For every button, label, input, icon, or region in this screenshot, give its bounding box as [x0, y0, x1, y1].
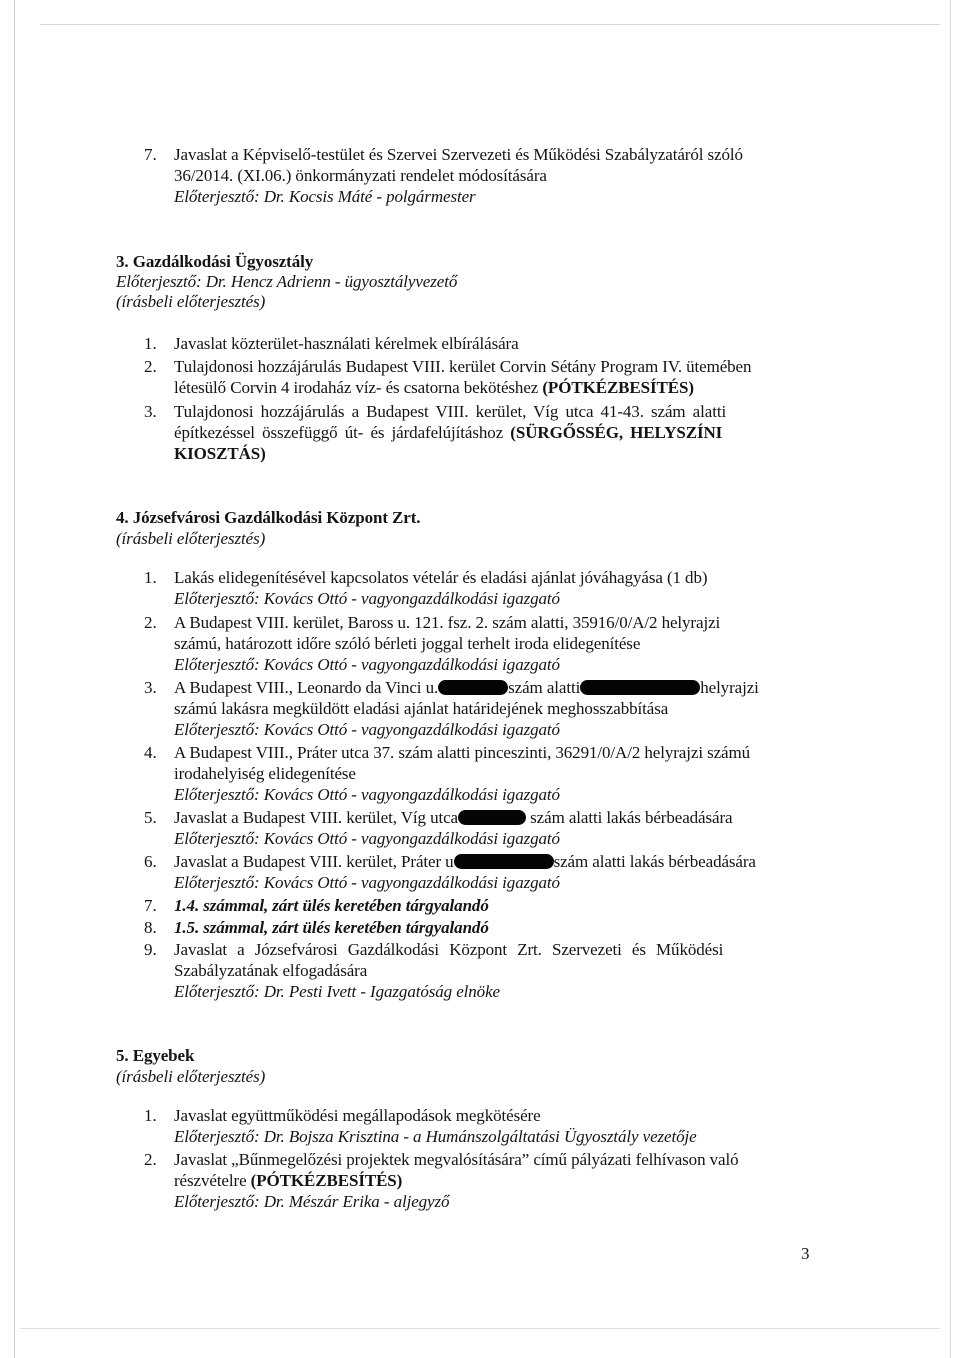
- item-number: 7.: [144, 896, 157, 915]
- page-number: 3: [801, 1244, 810, 1263]
- item-number: 1.: [144, 1106, 157, 1125]
- item-presenter: Előterjesztő: Kovács Ottó - vagyongazdálkodási igazgató: [174, 589, 560, 608]
- item-number: 8.: [144, 918, 157, 937]
- item-number: 6.: [144, 852, 157, 871]
- item-text: A Budapest VIII. kerület, Baross u. 121. fsz. 2. szám alatti, 35916/0/A/2 helyrajzi: [174, 613, 721, 632]
- item-text: Javaslat közterület-használati kérelmek elbírálására: [174, 334, 519, 353]
- item-text-emphasis: (PÓTKÉZBESÍTÉS): [542, 378, 694, 397]
- redaction-block: [458, 810, 526, 825]
- item-number: 3.: [144, 678, 157, 697]
- item-text: A Budapest VIII., Leonardo da Vinci u. szám alatti helyrajzi: [174, 678, 759, 697]
- section-heading: 3. Gazdálkodási Ügyosztály: [116, 252, 314, 271]
- item-number: 3.: [144, 402, 157, 421]
- item-text: Szabályzatának elfogadására: [174, 961, 368, 980]
- section-note: (írásbeli előterjesztés): [116, 529, 266, 548]
- item-number: 7.: [144, 145, 157, 164]
- item-text: Javaslat a Képviselő-testület és Szervei Szervezeti és Működési Szabályzatáról szóló: [174, 145, 743, 164]
- item-text: Lakás elidegenítésével kapcsolatos vételár és eladási ajánlat jóváhagyása (1 db): [174, 568, 708, 587]
- item-number: 4.: [144, 743, 157, 762]
- item-text: Javaslat a Budapest VIII. kerület, Práter u szám alatti lakás bérbeadására: [174, 852, 756, 871]
- item-text: irodahelyiség elidegenítése: [174, 764, 356, 783]
- item-text-emphasis: KIOSZTÁS): [174, 444, 266, 463]
- item-number: 5.: [144, 808, 157, 827]
- section-note: (írásbeli előterjesztés): [116, 1067, 266, 1086]
- redaction-block: [580, 680, 700, 695]
- item-text: A Budapest VIII., Práter utca 37. szám alatti pinceszinti, 36291/0/A/2 helyrajzi számú: [174, 743, 751, 762]
- scan-edge-left: [14, 0, 15, 1358]
- item-presenter: Előterjesztő: Kovács Ottó - vagyongazdálkodási igazgató: [174, 655, 560, 674]
- item-text: építkezéssel összefüggő út- és járdafelújításhoz (SÜRGŐSSÉG, HELYSZÍNI: [174, 423, 723, 442]
- item-text: Javaslat a Józsefvárosi Gazdálkodási Központ Zrt. Szervezeti és Működési: [174, 940, 724, 959]
- item-number: 9.: [144, 940, 157, 959]
- item-text: számú lakásra megküldött eladási ajánlat határidejének meghosszabbítása: [174, 699, 669, 718]
- item-text: Javaslat a Budapest VIII. kerület, Víg utca szám alatti lakás bérbeadására: [174, 808, 733, 827]
- item-text: részvételre (PÓTKÉZBESÍTÉS): [174, 1171, 403, 1190]
- section-heading: 5. Egyebek: [116, 1046, 195, 1065]
- item-presenter: Előterjesztő: Kovács Ottó - vagyongazdálkodási igazgató: [174, 829, 560, 848]
- item-presenter: Előterjesztő: Dr. Bojsza Krisztina - a Humánszolgáltatási Ügyosztály vezetője: [174, 1127, 697, 1146]
- item-text-closed: 1.5. számmal, zárt ülés keretében tárgyalandó: [174, 918, 489, 937]
- item-text: Javaslat „Bűnmegelőzési projektek megvalósítására” című pályázati felhívason való: [174, 1150, 739, 1169]
- item-text: Tulajdonosi hozzájárulás a Budapest VIII. kerület, Víg utca 41-43. szám alatti: [174, 402, 727, 421]
- item-text: 36/2014. (XI.06.) önkormányzati rendelet módosítására: [174, 166, 547, 185]
- scan-edge-right: [950, 0, 951, 1358]
- item-presenter: Előterjesztő: Kovács Ottó - vagyongazdálkodási igazgató: [174, 720, 560, 739]
- item-text: számú, határozott időre szóló bérleti joggal terhelt iroda elidegenítése: [174, 634, 641, 653]
- item-presenter: Előterjesztő: Dr. Pesti Ivett - Igazgatóság elnöke: [174, 982, 500, 1001]
- item-text: Javaslat együttműködési megállapodások megkötésére: [174, 1106, 541, 1125]
- item-number: 2.: [144, 613, 157, 632]
- item-text: létesülő Corvin 4 irodaház víz- és csatorna bekötéshez (PÓTKÉZBESÍTÉS): [174, 378, 694, 397]
- item-text: Tulajdonosi hozzájárulás Budapest VIII. kerület Corvin Sétány Program IV. ütemében: [174, 357, 752, 376]
- redaction-block: [438, 680, 508, 695]
- redaction-block: [454, 854, 554, 869]
- item-presenter: Előterjesztő: Dr. Kocsis Máté - polgármester: [174, 187, 476, 206]
- item-number: 1.: [144, 568, 157, 587]
- scan-edge-top: [40, 24, 940, 25]
- section-heading: 4. Józsefvárosi Gazdálkodási Központ Zrt.: [116, 508, 421, 527]
- item-presenter: Előterjesztő: Kovács Ottó - vagyongazdálkodási igazgató: [174, 873, 560, 892]
- item-text-emphasis: (PÓTKÉZBESÍTÉS): [250, 1171, 403, 1190]
- section-presenter: Előterjesztő: Dr. Hencz Adrienn - ügyosztályvezető: [116, 272, 458, 291]
- item-presenter: Előterjesztő: Kovács Ottó - vagyongazdálkodási igazgató: [174, 785, 560, 804]
- item-number: 1.: [144, 334, 157, 353]
- item-text-closed: 1.4. számmal, zárt ülés keretében tárgyalandó: [174, 896, 489, 915]
- item-number: 2.: [144, 1150, 157, 1169]
- item-presenter: Előterjesztő: Dr. Mészár Erika - aljegyző: [174, 1192, 450, 1211]
- item-text-emphasis: (SÜRGŐSSÉG, HELYSZÍNI: [510, 423, 723, 442]
- scan-edge-bottom: [20, 1328, 940, 1329]
- item-number: 2.: [144, 357, 157, 376]
- section-note: (írásbeli előterjesztés): [116, 292, 266, 311]
